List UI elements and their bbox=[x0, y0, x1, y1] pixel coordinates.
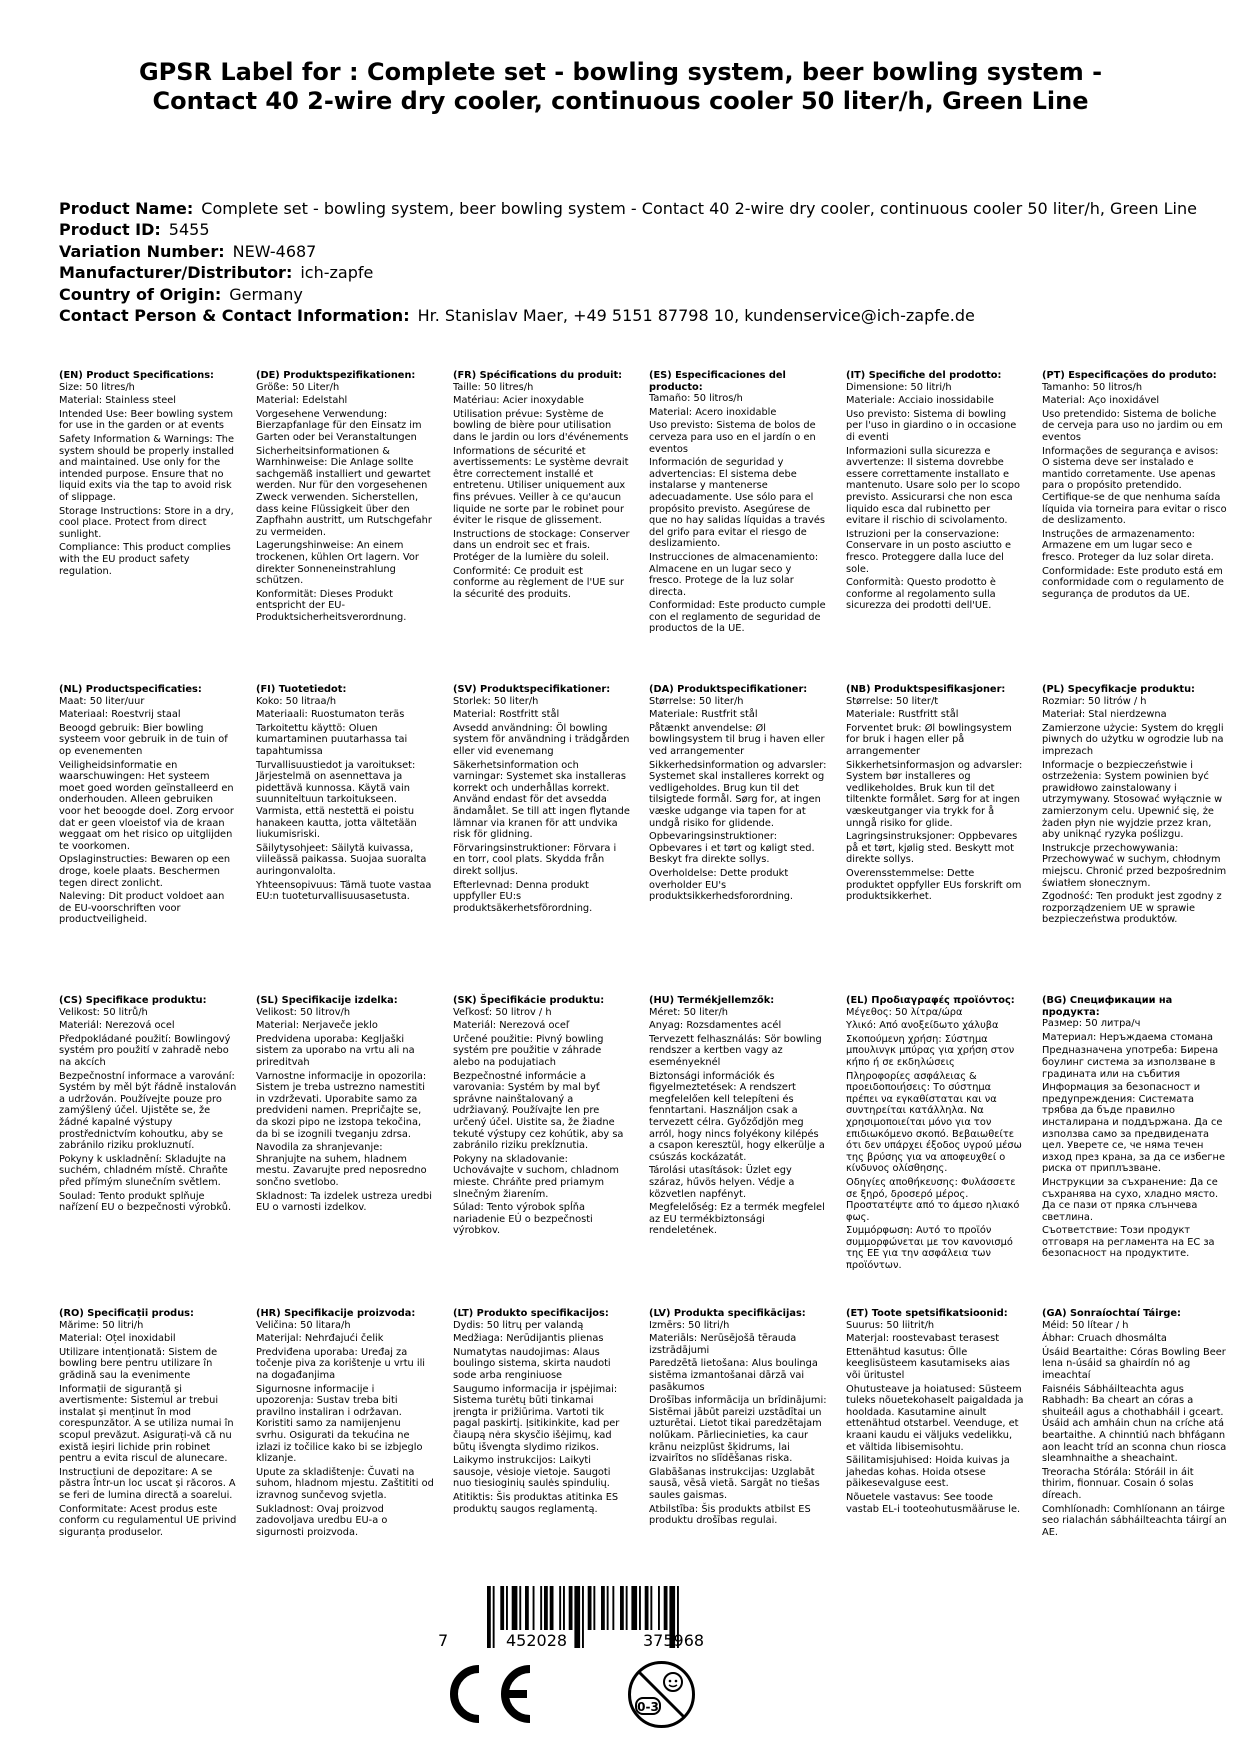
barcode-bar bbox=[533, 1586, 535, 1630]
info-row bbox=[59, 305, 1239, 326]
barcode-bar bbox=[550, 1586, 554, 1630]
spec-line: Συμμόρφωση: Αυτό το προϊόν συμμορφώνεται με τον κανονισμό της ΕΕ για την ασφάλεια των προϊόντων. bbox=[846, 1225, 1016, 1272]
spec-line: Faisnéis Sábháilteachta agus Rabhadh: Ba cheart an córas a shuiteáil agus a chothabháil i gceart. Úsáid ach amháin chun na críche atá beartaithe. A chinntiú nach bhfágann aon leacht tríd an sconna chun riosca sleamhnaithe a sheachaint. bbox=[1042, 1383, 1230, 1465]
spec-line: Instrucciones de almacenamiento: Almacene en un lugar seco y fresco. Protege de la luz solar directa. bbox=[649, 551, 822, 598]
spec-line: Predvidena uporaba: Kegljaški sistem za uporabo na vrtu ali na prireditvah bbox=[256, 1033, 418, 1068]
spec-block bbox=[649, 1308, 830, 1538]
spec-heading: (FI) Tuotetiedot: bbox=[256, 684, 347, 695]
spec-line: Suurus: 50 liitrit/h bbox=[846, 1319, 935, 1331]
spec-line: Съответствие: Този продукт отговаря на регламента на ЕС за безопасност на продуктите. bbox=[1042, 1225, 1218, 1260]
spec-line: Материал: Неръждаема стомана bbox=[1042, 1031, 1214, 1043]
spec-line: Säkerhetsinformation och varningar: Systemet ska installeras korrekt och underhållas korrekt. Använd endast för det avsedda ändamålet. Se till att ingen flytande lämnar via kranen för att undvika risk för glidning. bbox=[453, 759, 633, 841]
spec-heading: (LV) Produkta specifikācijas: bbox=[649, 1308, 806, 1319]
spec-line: Dimensione: 50 litri/h bbox=[846, 381, 952, 393]
spec-line: Pokyny k uskladnění: Skladujte na suchém, chladném místě. Chraňte před přímým slunečním světlem. bbox=[59, 1153, 231, 1188]
barcode-bar bbox=[620, 1586, 624, 1630]
spec-line: Tárolási utasítások: Üzlet egy száraz, hűvös helyen. Védje a közvetlen napfényt. bbox=[649, 1165, 798, 1200]
spec-line: Instructions de stockage: Conserver dans un endroit sec et frais. Protéger de la lumière du soleil. bbox=[453, 528, 633, 563]
spec-line: Efterlevnad: Denna produkt uppfyller EU:s produktsäkerhetsförordning. bbox=[453, 879, 593, 914]
spec-line: Sicherheitsinformationen & Warnhinweise: Die Anlage sollte sachgemäß installiert und gewartet werden. Nur für den vorgesehenen Zweck verwenden. Sicherstellen, dass keine Flüssigkeit über den Zapfhahn austritt, um Rutschgefahr zu vermeiden. bbox=[256, 445, 435, 538]
spec-line: Material: Nerjaveče jeklo bbox=[256, 1020, 378, 1032]
spec-line: Säilitamisjuhised: Hoida kuivas ja jahedas kohas. Hoida otsese päikesevalguse eest. bbox=[846, 1455, 1013, 1490]
spec-line: Maat: 50 liter/uur bbox=[59, 695, 145, 707]
spec-line: Materiaal: Roestvrij staal bbox=[59, 709, 181, 721]
spec-line: Numatytas naudojimas: Alaus boulingo sistema, skirta naudoti sode arba renginiuose bbox=[453, 1346, 614, 1381]
spec-line: Safety Information & Warnings: The system should be properly installed and maintained. Use only for the intended purpose. Ensure that no liquid exits via the tap to avoid risk of slippage. bbox=[59, 433, 238, 503]
spec-line: Skladnost: Ta izdelek ustreza uredbi EU o varnosti izdelkov. bbox=[256, 1190, 436, 1214]
spec-line: Comhlíonadh: Comhlíonann an táirge seo rialachán sábháilteachta táirgí an AE. bbox=[1042, 1503, 1230, 1538]
spec-heading: (NL) Productspecificaties: bbox=[59, 684, 202, 695]
spec-line: Tervezett felhasználás: Sör bowling rendszer a kertben vagy az eseményeknél bbox=[649, 1033, 825, 1068]
spec-line: Overensstemmelse: Dette produktet oppfyller EUs forskrift om produktsikkerhet. bbox=[846, 867, 1025, 903]
spec-line: Μέγεθος: 50 λίτρα/ώρα bbox=[846, 1006, 963, 1018]
spec-line: Informações de segurança e avisos: O sistema deve ser instalado e mantido corretamente. Use apenas para o propósito pretendido. Certifique-se de que nenhuma saída líquida via torneira para evitar o risco de deslizamento. bbox=[1042, 445, 1230, 527]
spec-line: Material: Acero inoxidable bbox=[649, 406, 777, 418]
spec-line: Koko: 50 litraa/h bbox=[256, 695, 337, 707]
spec-line: Instrukcje przechowywania: Przechowywać w suchym, chłodnym miejscu. Chronić przed bezpośrednim światłem słonecznym. bbox=[1042, 842, 1230, 889]
spec-line: Taille: 50 litres/h bbox=[453, 381, 534, 393]
barcode-bar bbox=[626, 1586, 628, 1630]
spec-line: Ábhar: Cruach dhosmálta bbox=[1042, 1333, 1167, 1345]
spec-line: Πληροφορίες ασφάλειας & προειδοποιήσεις: Το σύστημα πρέπει να εγκαθίσταται και να συντηρείται κατάλληλα. Να χρησιμοποιείται μόνο για τον επιδιωκόμενο σκοπό. Βεβαιωθείτε ότι δεν υπάρχει έξοδος υγρού μέσω της βρύσης για να αποφευχθεί ο κίνδυνος ολίσθησης. bbox=[846, 1070, 1025, 1175]
spec-line: Velikost: 50 litrov/h bbox=[256, 1006, 351, 1018]
spec-block bbox=[59, 684, 237, 984]
spec-line: Veiligheidsinformatie en waarschuwingen: Het systeem moet goed worden geïnstalleerd en onderhouden. Alleen gebruiken voor het beoogde doel. Zorg ervoor dat er geen vloeistof via de kraan weggaat om het risico op uitglijden te voorkomen. bbox=[59, 759, 238, 852]
spec-heading: (NB) Produktspesifikasjoner: bbox=[846, 684, 1006, 695]
spec-block bbox=[256, 684, 434, 984]
spec-block bbox=[453, 370, 631, 670]
spec-line: Forventet bruk: Øl bowlingsystem for bruk i hagen eller på arrangementer bbox=[846, 722, 1015, 757]
spec-line: Υλικό: Από ανοξείδωτο χάλυβα bbox=[846, 1020, 999, 1032]
spec-line: Sikkerhedsinformation og advarsler: Systemet skal installeres korrekt og vedligeholdes. Brug kun til det tilsigtede formål. Sørg for, at ingen væske udgange via tapen for at undgå risiko for glidende. bbox=[649, 759, 830, 829]
barcode-digit-first: 7 bbox=[438, 1631, 449, 1650]
barcode-digit-group-2: 375968 bbox=[643, 1631, 705, 1650]
spec-line: Intended Use: Beer bowling system for use in the garden or at events bbox=[59, 408, 237, 432]
barcode-bar bbox=[639, 1586, 641, 1630]
spec-line: Veľkosť: 50 litrov / h bbox=[453, 1006, 552, 1018]
barcode-bar bbox=[519, 1586, 521, 1630]
spec-line: Instruções de armazenamento: Armazene em um lugar seco e fresco. Proteger da luz solar direta. bbox=[1042, 528, 1214, 563]
spec-line: Medžiaga: Nerūdijantis plienas bbox=[453, 1333, 604, 1345]
spec-heading: (GA) Sonraíochtaí Táirge: bbox=[1042, 1308, 1181, 1319]
spec-heading: (HR) Specifikacije proizvoda: bbox=[256, 1308, 416, 1319]
spec-line: Tarkoitettu käyttö: Oluen kumartaminen puutarhassa tai tapahtumissa bbox=[256, 722, 411, 757]
spec-line: Uso previsto: Sistema de bolos de cerveza para uso en el jardín o en eventos bbox=[649, 420, 819, 455]
spec-line: Uso pretendido: Sistema de boliche de cerveja para uso no jardim ou em eventos bbox=[1042, 408, 1226, 443]
spec-block bbox=[453, 1308, 631, 1538]
barcode-bar bbox=[544, 1586, 548, 1630]
info-value: 5455 bbox=[168, 220, 210, 240]
spec-line: Material: Stainless steel bbox=[59, 395, 177, 407]
spec-line: Lagringsinstruksjoner: Oppbevares på et tørt, kjølig sted. Beskytt mot direkte sollys. bbox=[846, 831, 1021, 866]
spec-block bbox=[59, 1308, 240, 1538]
spec-line: Atitiktis: Šis produktas atitinka ES produktų saugos reglamentą. bbox=[453, 1491, 622, 1515]
spec-line: Οδηγίες αποθήκευσης: Φυλάσσετε σε ξηρό, δροσερό μέρος. Προστατέψτε από το άμεσο ηλιακό φως. bbox=[846, 1176, 1023, 1223]
spec-line: Información de seguridad y advertencias: El sistema debe instalarse y mantenerse adecuadamente. Use sólo para el propósito previsto. Asegúrese de que no hay salidas líquidas a través del grifo para evitar el riesgo de deslizamiento. bbox=[649, 457, 829, 550]
barcode-bar bbox=[612, 1586, 614, 1630]
spec-line: Anyag: Rozsdamentes acél bbox=[649, 1020, 782, 1032]
spec-line: Storlek: 50 liter/h bbox=[453, 695, 539, 707]
spec-line: Určené použitie: Pivný bowling systém pre použitie v záhrade alebo na podujatiach bbox=[453, 1033, 607, 1068]
spec-line: Varnostne informacije in opozorila: Sistem je treba ustrezno namestiti in vzdrževati. Uporabite samo za predvideni namen. Prepričajte se, da skozi pipo ne izstopa tekočina, da bi se izognili tveganju zdrsa. bbox=[256, 1070, 430, 1140]
spec-heading: (PL) Specyfikacje produktu: bbox=[1042, 684, 1195, 695]
spec-line: Treoracha Stórála: Stóráil in áit thirim, fionnuar. Cosain ó solas díreach. bbox=[1042, 1466, 1197, 1501]
spec-block bbox=[846, 370, 1024, 670]
spec-line: Saugumo informacija ir įspėjimai: Sistema turėtų būti tinkamai įrengta ir prižiūrima. Vartoti tik pagal paskirtį. Įsitikinkite, kad per čiaupą nėra skysčio išėjimų, kad būtų išvengta slydimo rizikos. bbox=[453, 1383, 623, 1453]
barcode-bar bbox=[559, 1586, 561, 1630]
spec-line: Rozmiar: 50 litrów / h bbox=[1042, 695, 1147, 707]
spec-line: Opbevaringsinstruktioner: Opbevares i et tørt og køligt sted. Beskyt fra direkte sollys. bbox=[649, 831, 818, 866]
product-info bbox=[59, 198, 1239, 326]
spec-line: Предназначена употреба: Бирена боулинг система за използване в градината или на събития bbox=[1042, 1045, 1222, 1080]
spec-line: Materjal: roostevabast terasest bbox=[846, 1333, 1000, 1345]
spec-heading: (ES) Especificaciones del producto: bbox=[649, 370, 790, 393]
spec-line: Conformidad: Este producto cumple con el reglamento de seguridad de productos de la UE. bbox=[649, 600, 829, 635]
spec-line: Size: 50 litres/h bbox=[59, 381, 135, 393]
spec-line: Materiāls: Nerūsējošā tērauda izstrādājumi bbox=[649, 1333, 800, 1356]
info-label: Contact Person & Contact Information: bbox=[59, 306, 410, 326]
info-label: Variation Number: bbox=[59, 241, 225, 261]
spec-line: Lagerungshinweise: An einem trockenen, kühlen Ort lagern. Vor direkter Sonneneinstrahlung schützen. bbox=[256, 540, 422, 587]
barcode-bar bbox=[645, 1586, 649, 1630]
spec-block bbox=[1042, 684, 1230, 984]
spec-line: Materiál: Nerezová oceľ bbox=[453, 1020, 570, 1032]
spec-heading: (PT) Especificações do produto: bbox=[1042, 370, 1217, 381]
info-row bbox=[59, 241, 1239, 262]
spec-line: Информация за безопасност и предупреждения: Системата трябва да бъде правилно инсталирана и поддържана. Да се използва само за предвидената цел. Уверете се, че няма течен изход през крана, за да се избегне риска от приплъзване. bbox=[1042, 1082, 1229, 1175]
spec-line: Informations de sécurité et avertissements: Le système devrait être correctement installé et entretenu. Utiliser uniquement aux fins prévues. Veiller à ce qu'aucun liquide ne sorte par le robinet pour éviter le risque de glissement. bbox=[453, 445, 632, 527]
spec-line: Bezpečnostní informace a varování: Systém by měl být řádně instalován a udržován. Používejte pouze pro zamýšlený účel. Ujistěte se, že žádné kapalné výstupy prostřednictvím kohoutku, aby se zabránilo riziku prokluznutí. bbox=[59, 1070, 240, 1152]
spec-line: Pokyny na skladovanie: Uchovávajte v suchom, chladnom mieste. Chráňte pred priamym slnečným žiarením. bbox=[453, 1153, 623, 1200]
spec-line: Beoogd gebruik: Bier bowling systeem voor gebruik in de tuin of op evenementen bbox=[59, 722, 231, 757]
barcode-bar bbox=[506, 1586, 508, 1630]
spec-line: Ettenähtud kasutus: Õlle keeglisüsteem kasutamiseks aias või üritustel bbox=[846, 1346, 1013, 1381]
spec-block bbox=[256, 1308, 437, 1538]
spec-line: Zamierzone użycie: System do kręgli piwnych do użytku w ogrodzie lub na imprezach bbox=[1042, 722, 1227, 757]
spec-line: Istruzioni per la conservazione: Conservare in un posto asciutto e fresco. Proteggere dalla luce del sole. bbox=[846, 528, 1015, 575]
info-row bbox=[59, 262, 1239, 283]
spec-line: Materiale: Rustfrit stål bbox=[649, 709, 758, 721]
spec-line: Ohutusteave ja hoiatused: Süsteem tuleks nõuetekohaselt paigaldada ja hooldada. Kasutamine ainult ettenähtud otstarbel. Veenduge, et kraani kaudu ei väljuks vedelikku, et vältida libisemisohtu. bbox=[846, 1383, 1027, 1453]
info-row bbox=[59, 198, 1239, 219]
spec-line: Materiał: Stal nierdzewna bbox=[1042, 709, 1167, 721]
barcode-bar bbox=[540, 1586, 542, 1630]
spec-heading: (DA) Produktspecifikationer: bbox=[649, 684, 808, 695]
spec-line: Säilytysohjeet: Säilytä kuivassa, viileässä paikassa. Suojaa suoralta auringonvalolta. bbox=[256, 842, 430, 877]
info-value: ich-zapfe bbox=[300, 263, 374, 283]
barcode-bar bbox=[593, 1586, 595, 1630]
spec-heading: (IT) Specifiche del prodotto: bbox=[846, 370, 1002, 381]
barcode-bar bbox=[512, 1586, 518, 1630]
spec-line: Predviđena uporaba: Uređaj za točenje piva za korištenje u vrtu ili na događanjima bbox=[256, 1346, 429, 1381]
spec-line: Conformité: Ce produit est conforme au règlement de l'UE sur la sécurité des produits. bbox=[453, 565, 628, 600]
barcode-digits bbox=[438, 1631, 748, 1653]
spec-heading: (SK) Špecifikácie produktu: bbox=[453, 995, 605, 1006]
spec-block bbox=[846, 1308, 1027, 1538]
barcode-digit-group-1: 452028 bbox=[506, 1631, 568, 1650]
barcode-bar bbox=[601, 1586, 605, 1630]
spec-line: Méret: 50 liter/h bbox=[649, 1006, 729, 1018]
spec-block bbox=[453, 995, 631, 1295]
spec-line: Tamaño: 50 litros/h bbox=[649, 393, 743, 405]
spec-line: Materiál: Nerezová ocel bbox=[59, 1020, 175, 1032]
barcode-bar bbox=[500, 1586, 504, 1630]
spec-line: Opslaginstructies: Bewaren op een droge, koele plaats. Beschermen tegen direct zonlicht. bbox=[59, 854, 234, 889]
spec-line: Mărime: 50 litri/h bbox=[59, 1319, 144, 1331]
spec-line: Megfelelőség: Ez a termék megfelel az EU termékbiztonsági rendeletének. bbox=[649, 1202, 828, 1237]
barcode-bar bbox=[631, 1586, 637, 1630]
barcode-bar bbox=[664, 1586, 668, 1630]
barcode-bar bbox=[607, 1586, 609, 1630]
spec-line: Soulad: Tento produkt splňuje nařízení EU o bezpečnosti výrobků. bbox=[59, 1190, 232, 1214]
spec-line: Súlad: Tento výrobok spĺňa nariadenie EÚ o bezpečnosti výrobkov. bbox=[453, 1202, 596, 1237]
spec-heading: (SV) Produktspecifikationer: bbox=[453, 684, 611, 695]
spec-line: Upute za skladištenje: Čuvati na suhom, hladnom mjestu. Zaštititi od izravnog sunčevog svjetla. bbox=[256, 1466, 437, 1501]
spec-line: Compliance: This product complies with the EU product safety regulation. bbox=[59, 542, 234, 577]
spec-line: Vorgesehene Verwendung: Bierzapfanlage für den Einsatz im Garten oder bei Veranstaltungen bbox=[256, 408, 425, 443]
barcode-bar bbox=[563, 1586, 565, 1630]
spec-line: Utilizare intenționată: Sistem de bowling bere pentru utilizare în grădină sau la evenimente bbox=[59, 1346, 221, 1381]
spec-line: Größe: 50 Liter/h bbox=[256, 381, 340, 393]
spec-line: Naleving: Dit product voldoet aan de EU-voorschriften voor productveiligheid. bbox=[59, 891, 228, 926]
info-value: NEW-4687 bbox=[232, 241, 317, 261]
info-label: Product ID: bbox=[59, 220, 161, 240]
spec-line: Tamanho: 50 litros/h bbox=[1042, 381, 1143, 393]
spec-line: Uso previsto: Sistema di bowling per l'uso in giardino o in occasione di eventi bbox=[846, 408, 1020, 443]
spec-line: Yhteensopivuus: Tämä tuote vastaa EU:n tuoteturvallisuusasetusta. bbox=[256, 879, 435, 903]
spec-heading: (LT) Produkto specifikacijos: bbox=[453, 1308, 609, 1319]
spec-line: Material: Rostfritt stål bbox=[453, 709, 560, 721]
spec-heading: (HU) Termékjellemzők: bbox=[649, 995, 775, 1006]
age-warning-0-3-icon bbox=[627, 1660, 696, 1729]
spec-line: Turvallisuustiedot ja varoitukset: Järjestelmä on asennettava ja pidettävä kunnossa. Käytä vain suunniteltuun tarkoitukseen. Varmista, että nestettä ei poistu hanakeen kautta, jotta vältetään liukumisriski. bbox=[256, 759, 420, 841]
spec-line: Sikkerhetsinformasjon og advarsler: System bør installeres og vedlikeholdes. Bruk kun til det tiltenkte formålet. Sørg for at ingen væskeutganger via trykk for å unngå risiko for glide. bbox=[846, 759, 1026, 829]
spec-block bbox=[256, 370, 434, 670]
ce-mark-icon bbox=[452, 1665, 535, 1723]
spec-line: Storage Instructions: Store in a dry, cool place. Protect from direct sunlight. bbox=[59, 505, 237, 540]
spec-heading: (EL) Προδιαγραφές προϊόντος: bbox=[846, 995, 1015, 1006]
spec-line: Instrucțiuni de depozitare: A se păstra într-un loc uscat și răcoros. A se feri de lumina directă a soarelui. bbox=[59, 1466, 239, 1501]
spec-line: Laikymo instrukcijos: Laikyti sausoje, vėsioje vietoje. Saugoti nuo tiesioginių saulės spindulių. bbox=[453, 1455, 614, 1490]
spec-line: Material: Edelstahl bbox=[256, 395, 348, 407]
spec-heading: (SL) Specifikacije izdelka: bbox=[256, 995, 398, 1006]
spec-line: Materiale: Acciaio inossidabile bbox=[846, 395, 994, 407]
info-row bbox=[59, 284, 1239, 305]
spec-line: Material: Aço inoxidável bbox=[1042, 395, 1160, 407]
spec-heading: (ET) Toote spetsifikatsioonid: bbox=[846, 1308, 1008, 1319]
spec-line: Velikost: 50 litrů/h bbox=[59, 1006, 148, 1018]
spec-line: Utilisation prévue: Système de bowling de bière pour utilisation dans le jardin ou lors d'événements bbox=[453, 408, 629, 443]
spec-line: Veličina: 50 litara/h bbox=[256, 1319, 351, 1331]
spec-block bbox=[846, 684, 1024, 984]
svg-text:0-3: 0-3 bbox=[637, 1700, 659, 1714]
spec-block bbox=[256, 995, 434, 1295]
spec-line: Avsedd användning: Öl bowling system för användning i trädgården eller vid evenemang bbox=[453, 722, 633, 757]
spec-block bbox=[1042, 370, 1230, 670]
barcode-bar bbox=[650, 1586, 652, 1630]
spec-line: Påtænkt anvendelse: Øl bowlingsystem til brug i haven eller ved arrangementer bbox=[649, 722, 828, 757]
spec-line: Informații de siguranță și avertismente: Sistemul ar trebui instalat și menținut în mod corespunzător. A se utiliza numai în scopul prevăzut. Asigurați-vă că nu există ieșiri lichide prin robinet pentru a evita riscul de alunecare. bbox=[59, 1383, 237, 1465]
spec-line: Dydis: 50 litrų per valandą bbox=[453, 1319, 584, 1331]
spec-line: Předpokládané použití: Bowlingový systém pro použití v zahradě nebo na akcích bbox=[59, 1033, 234, 1068]
spec-line: Izmērs: 50 litri/h bbox=[649, 1319, 730, 1331]
spec-block bbox=[59, 370, 237, 670]
spec-line: Materiale: Rustfritt stål bbox=[846, 709, 959, 721]
spec-line: Förvaringsinstruktioner: Förvara i en torr, cool plats. Skydda från direkt solljus. bbox=[453, 842, 620, 877]
spec-line: Konformität: Dieses Produkt entspricht der EU-Produktsicherheitsverordnung. bbox=[256, 588, 407, 623]
spec-line: Størrelse: 50 liter/t bbox=[846, 695, 939, 707]
info-value: Complete set - bowling system, beer bowling system - Contact 40 2-wire dry cooler, continuous cooler 50 liter/h, Green Line bbox=[201, 199, 1197, 218]
spec-line: Σκοπούμενη χρήση: Σύστημα μπουλινγκ μπύρας για χρήση στον κήπο ή σε εκδηλώσεις bbox=[846, 1033, 1018, 1068]
spec-line: Glabāšanas instrukcijas: Uzglabāt sausā, vēsā vietā. Sargāt no tiešas saules gaismas. bbox=[649, 1466, 823, 1501]
spec-line: Úsáid Beartaithe: Córas Bowling Beer lena n-úsáid sa ghairdín nó ag imeachtaí bbox=[1042, 1346, 1229, 1381]
spec-block bbox=[453, 684, 631, 984]
spec-block bbox=[649, 370, 827, 670]
spec-line: Overholdelse: Dette produkt overholder EU's produktsikkerhedsforordning. bbox=[649, 867, 794, 903]
spec-block bbox=[846, 995, 1024, 1295]
info-row bbox=[59, 219, 1239, 240]
barcode-bar bbox=[588, 1586, 592, 1630]
barcode-bar bbox=[525, 1586, 529, 1630]
spec-line: Paredzētā lietošana: Alus boulinga sistēma izmantošanai dārzā vai pasākumos bbox=[649, 1358, 821, 1393]
spec-block bbox=[649, 995, 827, 1295]
label-title: GPSR Label for : Complete set - bowling system, beer bowling system - Contact 40 2-wire dry cooler, continuous cooler 50 liter/h, Green Line bbox=[138, 58, 1103, 115]
barcode-bar bbox=[569, 1586, 573, 1630]
spec-line: Størrelse: 50 liter/h bbox=[649, 695, 744, 707]
spec-line: Zgodność: Ten produkt jest zgodny z rozporządzeniem UE w sprawie bezpieczeństwa produktów. bbox=[1042, 891, 1225, 926]
info-value: Germany bbox=[229, 284, 303, 304]
spec-heading: (EN) Product Specifications: bbox=[59, 370, 214, 381]
info-label: Country of Origin: bbox=[59, 284, 222, 304]
spec-block bbox=[59, 995, 240, 1295]
spec-line: Sukladnost: Ovaj proizvod zadovoljava uredbu EU-a o sigurnosti proizvoda. bbox=[256, 1503, 391, 1538]
spec-heading: (FR) Spécifications du produit: bbox=[453, 370, 623, 381]
spec-block bbox=[1042, 1308, 1230, 1538]
spec-line: Drošības informācija un brīdinājumi: Sistēmai jābūt pareizi uzstādītai un uzturētai. Lietot tikai paredzētajam nolūkam. Pārliecinieties, ka caur krānu neizplūst šķidrums, lai izvairītos no slīdēšanas riska. bbox=[649, 1395, 830, 1465]
spec-line: Informazioni sulla sicurezza e avvertenze: Il sistema dovrebbe essere correttamente installato e mantenuto. Usare solo per lo scopo previsto. Assicurarsi che non esca liquido esca dal rubinetto per evitare il rischio di scivolamento. bbox=[846, 445, 1024, 527]
spec-line: Atbilstība: Šis produkts atbilst ES produktu drošības regulai. bbox=[649, 1503, 814, 1527]
spec-line: Matériau: Acier inoxydable bbox=[453, 395, 584, 407]
spec-heading: (RO) Specificații produs: bbox=[59, 1308, 194, 1319]
spec-line: Informacje o bezpieczeństwie i ostrzeżenia: System powinien być prawidłowo zainstalowany i utrzymywany. Stosować wyłącznie w zamierzonym celu. Upewnić się, że żaden płyn nie wyjdzie przez kran, aby uniknąć ryzyka poślizgu. bbox=[1042, 759, 1226, 841]
spec-line: Размер: 50 литра/ч bbox=[1042, 1018, 1141, 1030]
spec-heading: (DE) Produktspezifikationen: bbox=[256, 370, 416, 381]
spec-heading: (CS) Specifikace produktu: bbox=[59, 995, 207, 1006]
spec-heading: (BG) Спецификации на продукта: bbox=[1042, 995, 1176, 1018]
spec-line: Инструкции за съхранение: Да се съхранява на сухо, хладно място. Да се пази от пряка слънчева светлина. bbox=[1042, 1176, 1222, 1223]
spec-line: Méid: 50 lítear / h bbox=[1042, 1319, 1129, 1331]
barcode-bar bbox=[658, 1586, 660, 1630]
spec-line: Bezpečnostné informácie a varovania: Systém by mal byť správne nainštalovaný a udržiavaný. Používajte len pre určený účel. Uistite sa, že žiadne tekuté výstupy cez kohútik, aby sa zabránilo riziku prekĺznutia. bbox=[453, 1070, 627, 1152]
spec-line: Conformità: Questo prodotto è conforme al regolamento sulla sicurezza dei prodotti dell'UE. bbox=[846, 577, 1000, 612]
spec-block bbox=[649, 684, 830, 984]
spec-line: Nõuetele vastavus: See toode vastab EL-i tooteohutusmääruse le. bbox=[846, 1491, 1021, 1515]
info-label: Product Name: bbox=[59, 199, 194, 218]
spec-line: Material: Oțel inoxidabil bbox=[59, 1333, 176, 1345]
info-label: Manufacturer/Distributor: bbox=[59, 263, 293, 283]
spec-line: Sigurnosne informacije i upozorenja: Sustav treba biti pravilno instaliran i održavan. Koristiti samo za namijenjenu svrhu. Osigurati da tekućina ne izlazi iz točilice kako bi se izbjeglo klizanje. bbox=[256, 1383, 426, 1465]
spec-line: Conformidade: Este produto está em conformidade com o regulamento de segurança de produtos da UE. bbox=[1042, 565, 1227, 600]
spec-line: Materijal: Nehrđajući čelik bbox=[256, 1333, 384, 1345]
info-value: Hr. Stanislav Maer, +49 5151 87798 10, kundenservice@ich-zapfe.de bbox=[417, 306, 975, 326]
spec-line: Biztonsági információk és figyelmeztetések: A rendszert megfelelően kell telepíteni és fenntartani. Használjon csak a tervezett célra. Győződjön meg arról, hogy nincs folyékony kilépés a csapon keresztül, hogy elkerülje a csúszás kockázatát. bbox=[649, 1070, 828, 1163]
spec-line: Conformitate: Acest produs este conform cu regulamentul UE privind siguranța produselor. bbox=[59, 1503, 240, 1538]
spec-line: Materiaali: Ruostumaton teräs bbox=[256, 709, 405, 721]
spec-block bbox=[1042, 995, 1227, 1295]
spec-line: Navodila za shranjevanje: Shranjujte na suhem, hladnem mestu. Zavarujte pred neposredno sončno svetlobo. bbox=[256, 1142, 430, 1188]
